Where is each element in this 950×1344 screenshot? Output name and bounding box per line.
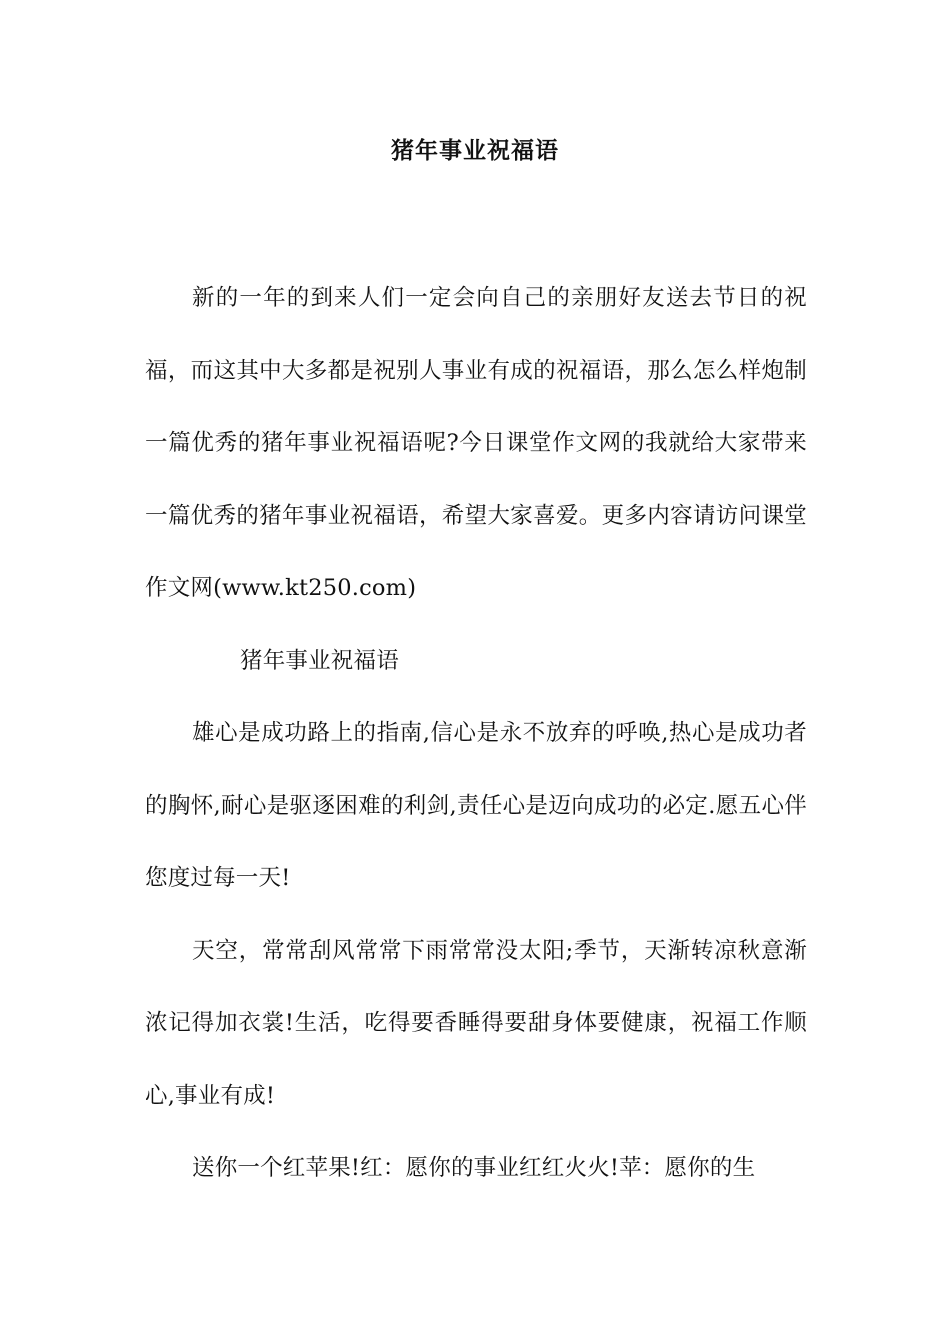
blessing-paragraph-1: 雄心是成功路上的指南,信心是永不放弃的呼唤,热心是成功者的胸怀,耐心是驱逐困难的利剑,责任心是迈向成功的必定.愿五心伴您度过每一天! xyxy=(145,720,807,891)
intro-paragraph: 新的一年的到来人们一定会向自己的亲朋好友送去节日的祝福，而这其中大多都是祝别人事业有成的祝福语，那么怎么样炮制一篇优秀的猪年事业祝福语呢?今日课堂作文网的我就给大家带来一篇优秀的猪年事业祝福语，希望大家喜爱。更多内容请访问课堂作文网(www.kt250.com) xyxy=(145,285,807,601)
document-title: 猪年事业祝福语 xyxy=(391,138,559,164)
section-subtitle: 猪年事业祝福语 xyxy=(240,647,399,674)
document-body xyxy=(145,262,807,1205)
blessing-paragraph-2: 天空，常常刮风常常下雨常常没太阳;季节，天渐转凉秋意渐浓记得加衣裳!生活，吃得要香睡得要甜身体要健康，祝福工作顺心,事业有成! xyxy=(145,937,807,1109)
blessing-paragraph-3: 送你一个红苹果!红：愿你的事业红红火火!苹：愿你的生 xyxy=(192,1155,756,1181)
